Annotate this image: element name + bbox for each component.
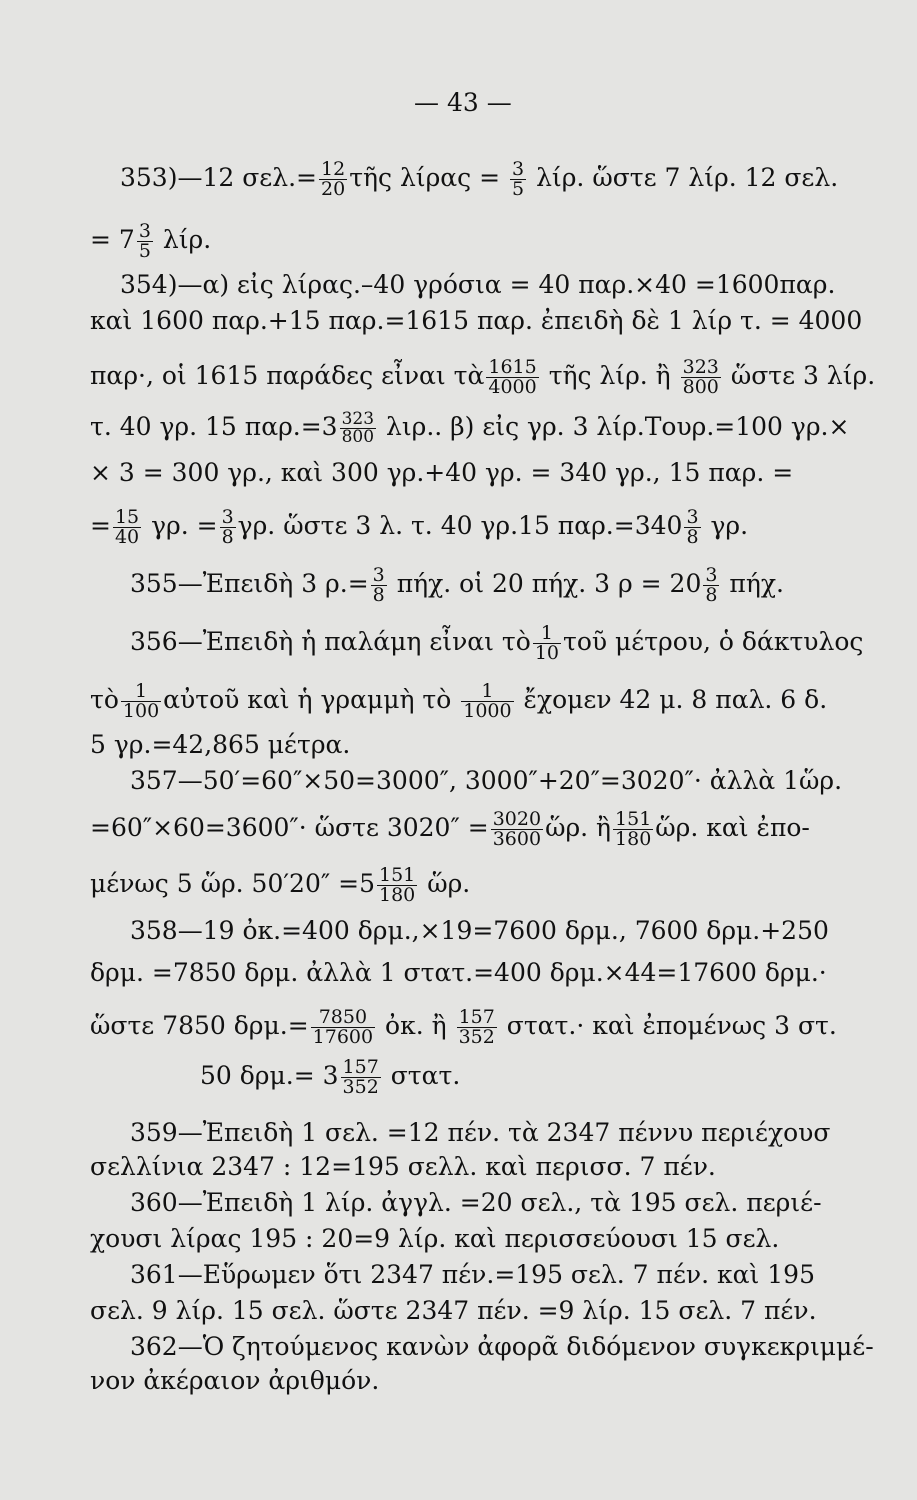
fraction: $\frac{3020}{3600}$ [492, 808, 542, 850]
fraction: $\frac{1}{1000}$ [463, 680, 512, 722]
text-line [90, 304, 862, 338]
text-line [90, 1294, 817, 1328]
text-line [90, 358, 875, 397]
fraction: $\frac{3}{8}$ [686, 506, 699, 548]
fraction: $\frac{1}{100}$ [122, 680, 160, 722]
text: στατ. [390, 1061, 461, 1090]
text-line [90, 456, 793, 490]
text: ὀκ. ἢ [385, 1011, 447, 1040]
text-line [90, 410, 849, 446]
text-line [90, 728, 350, 762]
text: σελ. 9 λίρ. 15 σελ. ὥστε 2347 πέν. =9 λίρ. 15 σελ. 7 πέν. [90, 1296, 817, 1325]
text-line [120, 160, 838, 199]
text: τ. 40 γρ. 15 παρ.=3 [90, 412, 338, 441]
text-line [90, 508, 748, 547]
text: λιρ.. β) εἰς γρ. 3 λίρ.Τουρ.=100 γρ.× [386, 412, 850, 441]
fraction: $\frac{323}{800}$ [341, 409, 375, 447]
text: παρ·, οἱ 1615 παράδες εἶναι τὰ [90, 361, 485, 390]
text: = [90, 511, 111, 540]
fraction: $\frac{323}{800}$ [682, 356, 719, 398]
text: χουσι λίρας 195 : 20=9 λίρ. καὶ περισσεύουσι 15 σελ. [90, 1224, 780, 1253]
text: 356—Ἐπειδὴ ἡ παλάμη εἶναι τὸ [130, 627, 531, 656]
fraction: $\frac{12}{20}$ [321, 158, 346, 200]
page-number: — 43 — [414, 88, 512, 117]
text-line [90, 1364, 379, 1398]
text-line [90, 222, 211, 261]
text: τῆς λίρ. ἢ [548, 361, 671, 390]
text: 354)—α) εἰς λίρας.–40 γρόσια = 40 παρ.×40 =1600παρ. [120, 270, 836, 299]
text-line [90, 956, 827, 990]
text-line [200, 1058, 460, 1097]
text-line [130, 1258, 815, 1292]
text-line [130, 764, 842, 798]
text: στατ.· καὶ ἐπομένως 3 στ. [506, 1011, 837, 1040]
fraction: $\frac{1615}{4000}$ [488, 356, 537, 398]
text: μένως 5 ὥρ. 50′20″ =5 [90, 869, 375, 898]
text-line [120, 268, 835, 302]
text: 50 δρμ.= 3 [200, 1061, 339, 1090]
text: 5 γρ.=42,865 μέτρα. [90, 730, 351, 759]
text: γρ. = [151, 511, 218, 540]
text: = 7 [90, 225, 135, 254]
text-line [130, 1186, 822, 1220]
fraction: $\frac{157}{352}$ [458, 1006, 495, 1048]
text-line [90, 682, 827, 721]
fraction: $\frac{3}{8}$ [221, 506, 234, 548]
text: νον ἀκέραιον ἀριθμόν. [90, 1366, 380, 1395]
text: γρ. [710, 511, 749, 540]
text-line [130, 624, 863, 663]
text: 361—Εὕρωμεν ὅτι 2347 πέν.=195 σελ. 7 πέν. καὶ 195 [130, 1260, 815, 1289]
fraction: $\frac{3}{8}$ [705, 564, 718, 606]
fraction: $\frac{157}{352}$ [342, 1056, 379, 1098]
text: ὥρ. [427, 869, 471, 898]
text: =60″×60=3600″· ὥστε 3020″ = [90, 813, 489, 842]
text-line [90, 1008, 837, 1047]
text: τοῦ μέτρου, ὁ δάκτυλος [563, 627, 864, 656]
text: δρμ. =7850 δρμ. ἀλλὰ 1 στατ.=400 δρμ.×44=17600 δρμ.· [90, 958, 827, 987]
text: ὥρ. ἢ [545, 813, 612, 842]
text-line [130, 566, 784, 605]
text-line [90, 810, 810, 849]
text: ὥστε 3 λίρ. [730, 361, 876, 390]
text-line [130, 1330, 874, 1364]
text: σελλίνια 2347 : 12=195 σελλ. καὶ περισσ. 7 πέν. [90, 1152, 716, 1181]
text: πήχ. οἱ 20 πήχ. 3 ρ = 20 [396, 569, 702, 598]
text: 353)—12 σελ.= [120, 163, 317, 192]
fraction: $\frac{3}{5}$ [512, 158, 525, 200]
fraction: $\frac{151}{180}$ [615, 808, 652, 850]
text: 360—Ἐπειδὴ 1 λίρ. ἀγγλ. =20 σελ., τὰ 195 σελ. περιέ- [130, 1188, 822, 1217]
text: × 3 = 300 γρ., καὶ 300 γρ.+40 γρ. = 340 γρ., 15 παρ. = [90, 458, 794, 487]
text: καὶ 1600 παρ.+15 παρ.=1615 παρ. ἐπειδὴ δὲ 1 λίρ τ. = 4000 [90, 306, 863, 335]
fraction: $\frac{3}{8}$ [372, 564, 385, 606]
fraction: $\frac{7850}{17600}$ [312, 1006, 374, 1048]
text: ὥρ. καὶ ἐπο- [655, 813, 810, 842]
fraction: $\frac{1}{10}$ [534, 622, 559, 664]
text-line [90, 1222, 779, 1256]
text: 359—Ἐπειδὴ 1 σελ. =12 πέν. τὰ 2347 πέννυ περιέχουσ [130, 1118, 831, 1147]
text: ὥστε 7850 δρμ.= [90, 1011, 309, 1040]
text-line [130, 1116, 830, 1150]
text: 358—19 ὀκ.=400 δρμ.,×19=7600 δρμ., 7600 δρμ.+250 [130, 916, 829, 945]
text: αὐτοῦ καὶ ἡ γραμμὴ τὸ [163, 685, 452, 714]
fraction: $\frac{151}{180}$ [379, 864, 416, 906]
fraction: $\frac{15}{40}$ [114, 506, 140, 548]
fraction: $\frac{3}{5}$ [138, 220, 151, 262]
text-line [130, 914, 829, 948]
text: τῆς λίρας = [349, 163, 501, 192]
text: 362—Ὁ ζητούμενος κανὼν ἀφορᾶ διδόμενον συγκεκριμμέ- [130, 1332, 874, 1361]
text: 355—Ἐπειδὴ 3 ρ.= [130, 569, 369, 598]
text-line [90, 866, 470, 905]
text: λίρ. ὥστε 7 λίρ. 12 σελ. [536, 163, 839, 192]
text: 357—50′=60″×50=3000″, 3000″+20″=3020″· ἀλλὰ 1ὥρ. [130, 766, 843, 795]
text: πήχ. [729, 569, 784, 598]
text: τὸ [90, 685, 119, 714]
text-line [90, 1150, 716, 1184]
text: ἔχομεν 42 μ. 8 παλ. 6 δ. [523, 685, 828, 714]
text: λίρ. [162, 225, 212, 254]
text: γρ. ὥστε 3 λ. τ. 40 γρ.15 παρ.=340 [237, 511, 683, 540]
